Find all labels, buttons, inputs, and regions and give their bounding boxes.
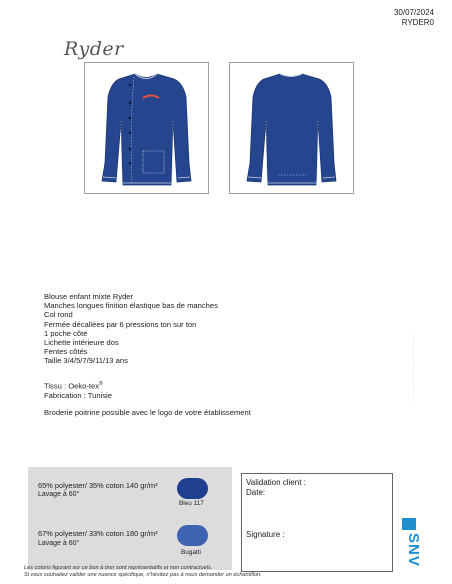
description-line: Col rond [44,310,73,320]
reference-code: RYDER0 [401,18,434,27]
tissu-label: Tissu : Oeko-tex [44,381,99,391]
fabric-composition: 67% polyester/ 33% coton 180 gr/m² [38,529,158,538]
blouse-front-drawing [85,63,208,193]
description-line: 1 poche côté [44,328,88,338]
description-line: Lichette intérieure dos [44,338,119,348]
blouse-back-drawing [230,63,353,193]
brand-name: SNV [405,533,422,567]
client-validation-box[interactable] [241,473,393,572]
color-name: Bleu 117 [179,500,204,507]
disclaimer [24,565,262,579]
brand-logo [400,517,422,577]
fabric-wash: Lavage à 60° [38,540,80,547]
description-line: Fentes côtés [44,347,88,357]
disclaimer-line: Si vous souhaitez valider une nuance spécifique, n'hésitez pas à nous demander un échantillon. [24,572,262,578]
fabric-meta [44,380,112,401]
embroidery-note: Broderie poitrine possible avec le logo de votre établissement [44,408,251,417]
validation-label: Validation client : [246,478,306,487]
date-value: 30/07/2024 [393,8,434,17]
document-date [394,8,434,28]
description-line: Fermée décallées par 6 pressions ton sur ton [44,319,197,329]
fabric-options-panel [28,467,232,570]
signature-label: Signature : [246,530,285,539]
color-name: Bugatti [181,549,201,556]
model-name: Ryder [64,38,124,60]
description-line: Blouse enfant mixte Ryder [44,292,134,301]
color-swatch [177,478,208,499]
fabric-wash: Lavage à 60° [38,491,80,498]
fabric-composition: 65% polyester/ 35% coton 140 gr/m² [38,481,158,490]
back-view-image [229,62,354,194]
blouse-front-body [102,74,191,185]
company-contact-strip: · · · · · · · · · · · · · · · · · · · · · · · · · · · · · · · · [411,335,415,405]
snv-logo-icon [400,517,422,577]
date-label: Date: [246,488,266,497]
fabrication-line: Fabrication : Tunisie [44,391,112,401]
disclaimer-line: Les coloris figurant sur ce bon à tirer sont représentatifs et non contractuels. [24,565,213,571]
product-description [44,292,218,366]
tissu-line [44,380,112,391]
front-view-image [84,62,209,194]
blouse-back-body [247,74,336,185]
registered-mark: ® [99,381,103,387]
color-swatch [177,525,208,546]
description-line: Manches longues finition élastique bas de manches [44,301,218,311]
description-line: Taille 3/4/5/7/9/11/13 ans [44,356,128,366]
